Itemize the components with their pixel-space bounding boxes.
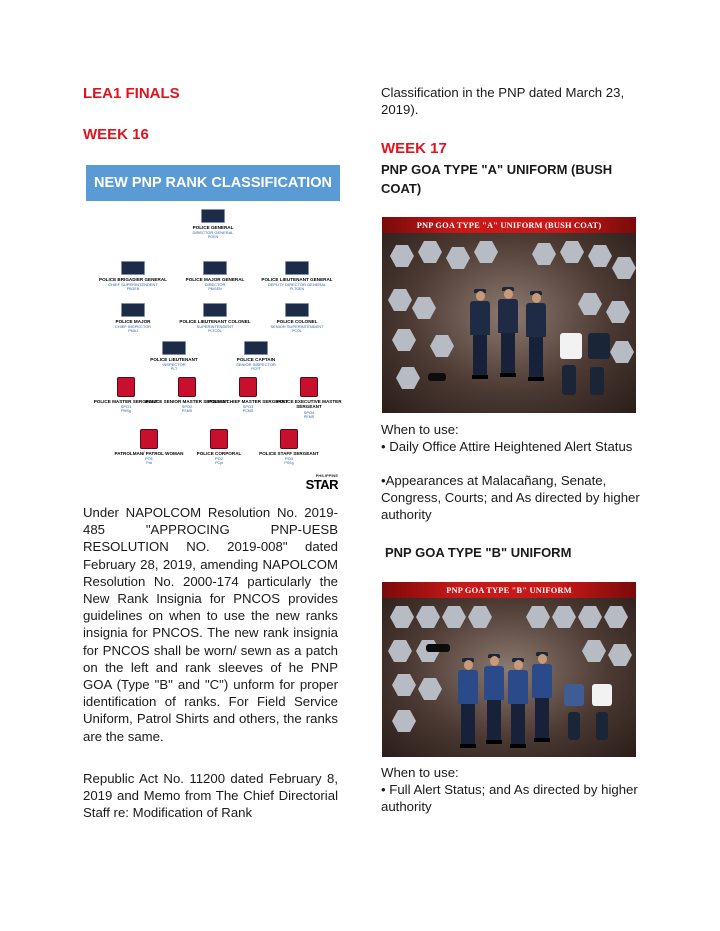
- officer-figure: [524, 291, 548, 381]
- rank-insignia-icon: [280, 429, 298, 449]
- type-b-banner: PNP GOA TYPE "B" UNIFORM: [382, 582, 636, 598]
- rank-insignia-icon: [203, 303, 227, 317]
- logo-big-text: STAR: [305, 477, 338, 492]
- rank-abbreviation: PMAJ: [128, 329, 138, 334]
- rank-entry: [170, 209, 256, 240]
- rank-name: POLICE LIEUTENANT GENERAL: [261, 277, 333, 282]
- rank-old-title: SPO2: [181, 404, 193, 410]
- page-title: LEA1 FINALS: [83, 85, 180, 102]
- type-b-heading: PNP GOA TYPE "B" UNIFORM: [385, 545, 572, 560]
- rank-name: POLICE MAJOR: [115, 319, 151, 324]
- rank-insignia-icon: [121, 303, 145, 317]
- type-a-use-item-1: • Daily Office Attire Heightened Alert Status: [381, 439, 633, 454]
- rank-insignia-icon: [285, 303, 309, 317]
- rank-old-title: SUPERINTENDENT: [196, 324, 234, 330]
- rank-old-title: PO2: [214, 456, 223, 462]
- rank-abbreviation: PEMS: [303, 414, 315, 419]
- rank-abbreviation: Pat: [146, 461, 152, 466]
- type-b-use-item-1: • Full Alert Status; and As directed by higher authority: [381, 782, 638, 815]
- rank-insignia-icon: [239, 377, 257, 397]
- rank-insignia-icon: [203, 261, 227, 275]
- rank-name: POLICE SENIOR MASTER SERGEANT: [145, 399, 229, 404]
- rank-name: POLICE LIEUTENANT COLONEL: [179, 319, 251, 324]
- type-a-uniform-image: [382, 217, 636, 413]
- rank-old-title: PO1: [144, 456, 153, 462]
- officer-figure: [482, 654, 506, 744]
- rank-entry: [246, 429, 332, 466]
- rank-entry: [172, 261, 258, 292]
- rank-old-title: INSPECTOR: [162, 362, 186, 368]
- rank-old-title: DIRECTOR: [204, 282, 226, 288]
- rank-abbreviation: PLTGEN: [289, 287, 305, 292]
- rank-old-title: SPO1: [120, 404, 132, 410]
- rank-old-title: CHIEF INSPECTOR: [114, 324, 152, 330]
- rank-name: POLICE COLONEL: [276, 319, 318, 324]
- officer-figure: [496, 287, 520, 377]
- rank-entry: [254, 303, 340, 334]
- week16-heading: WEEK 16: [83, 126, 149, 143]
- paragraph-classification: Classification in the PNP dated March 23, 2019).: [381, 85, 625, 118]
- rank-abbreviation: PMSg: [121, 409, 131, 414]
- officer-figure: [530, 652, 554, 742]
- rank-classification-image: [86, 165, 340, 495]
- rank-entry: [90, 261, 176, 292]
- rank-insignia-icon: [244, 341, 268, 355]
- rank-old-title: SENIOR SUPERINTENDENT: [270, 324, 324, 330]
- rank-abbreviation: PGEN: [207, 235, 219, 240]
- rank-insignia-icon: [140, 429, 158, 449]
- rank-old-title: DEPUTY DIRECTOR GENERAL: [267, 282, 327, 288]
- rank-old-title: SENIOR INSPECTOR: [236, 362, 276, 368]
- rank-name: POLICE MASTER SERGEANT: [93, 399, 159, 404]
- rank-old-title: DIRECTOR GENERAL: [192, 230, 234, 236]
- paragraph-napolcom: Under NAPOLCOM Resolution No. 2019-485 "APPROCING PNP-UESB RESOLUTION NO. 2019-008" dated February 28, 2019, amending NAPOLCOM Resolution No. 2000-174 particularly the New Rank Insignia for PNCOS provides guidelines on when to use the new ranks insignia for PNCOS. The new rank insignia for PNCOS shall be worn/ sewn as a patch on the left and rank sleeves of he PNP GOA (Type "B" and "C") unform for proper identification of ranks. For Field Service Uniform, Patrol Shirts and others, the ranks are the same.: [83, 505, 338, 744]
- rank-insignia-icon: [117, 377, 135, 397]
- rank-insignia-icon: [285, 261, 309, 275]
- rank-name: POLICE CHIEF MASTER SERGEANT: [208, 399, 288, 404]
- rank-name: POLICE STAFF SERGEANT: [259, 451, 319, 456]
- rank-name: POLICE GENERAL: [192, 225, 234, 230]
- rank-name: POLICE BRIGADIER GENERAL: [99, 277, 167, 282]
- type-a-when-label: When to use:: [381, 422, 459, 437]
- rank-name: PATROLMAN/ PATROL WOMAN: [114, 451, 184, 456]
- officer-figure: [506, 658, 530, 748]
- rank-name: POLICE LIEUTENANT: [150, 357, 198, 362]
- rank-entry: [131, 341, 217, 372]
- rank-name: POLICE EXECUTIVE MASTER SERGEANT: [276, 399, 342, 410]
- type-a-heading: PNP GOA TYPE "A" UNIFORM (BUSH COAT): [381, 162, 613, 196]
- rank-old-title: SPO3: [242, 404, 254, 410]
- rank-insignia-icon: [201, 209, 225, 223]
- rank-abbreviation: PBGEN: [126, 287, 140, 292]
- rank-abbreviation: PLT: [170, 367, 178, 372]
- rank-abbreviation: PSSg: [284, 461, 294, 466]
- type-a-use-item-2: •Appearances at Malacañang, Senate, Congress, Courts; and As directed by higher authority: [381, 473, 640, 523]
- rank-insignia-icon: [300, 377, 318, 397]
- rank-abbreviation: PCpl: [215, 461, 223, 466]
- rank-insignia-icon: [121, 261, 145, 275]
- rank-entry: [213, 341, 299, 372]
- rank-old-title: SPO4: [303, 409, 315, 415]
- type-a-banner: PNP GOA TYPE "A" UNIFORM (BUSH COAT): [382, 217, 636, 233]
- week17-heading: WEEK 17: [381, 140, 447, 157]
- rank-entry: [90, 303, 176, 334]
- rank-abbreviation: PMGEN: [208, 287, 222, 292]
- rank-abbreviation: PLTCOL: [208, 329, 222, 334]
- rank-insignia-icon: [210, 429, 228, 449]
- rank-entry: [266, 377, 352, 419]
- rank-name: POLICE CORPORAL: [196, 451, 242, 456]
- rank-entry: [254, 261, 340, 292]
- rank-insignia-icon: [162, 341, 186, 355]
- rank-old-title: PO3: [284, 456, 293, 462]
- logo-small-text: PHILIPPINE: [315, 473, 338, 478]
- rank-entry: [172, 303, 258, 334]
- philippine-star-logo: [306, 473, 338, 491]
- rank-chart-banner: NEW PNP RANK CLASSIFICATION: [86, 165, 340, 201]
- officer-figure: [456, 658, 480, 748]
- rank-abbreviation: PSMS: [181, 409, 193, 414]
- rank-abbreviation: PCOL: [292, 329, 302, 334]
- rank-abbreviation: PCMS: [242, 409, 254, 414]
- rank-name: POLICE CAPTAIN: [236, 357, 276, 362]
- type-b-uniform-image: [382, 582, 636, 757]
- rank-insignia-icon: [178, 377, 196, 397]
- type-b-when-label: When to use:: [381, 765, 459, 780]
- rank-name: POLICE MAJOR GENERAL: [185, 277, 245, 282]
- officer-figure: [468, 289, 492, 379]
- paragraph-republic-act: Republic Act No. 11200 dated February 8, 2019 and Memo from The Chief Directorial Staff re: Modification of Rank: [83, 771, 338, 821]
- rank-abbreviation: PCPT: [251, 367, 261, 372]
- rank-old-title: CHIEF SUPERINTENDENT: [108, 282, 158, 288]
